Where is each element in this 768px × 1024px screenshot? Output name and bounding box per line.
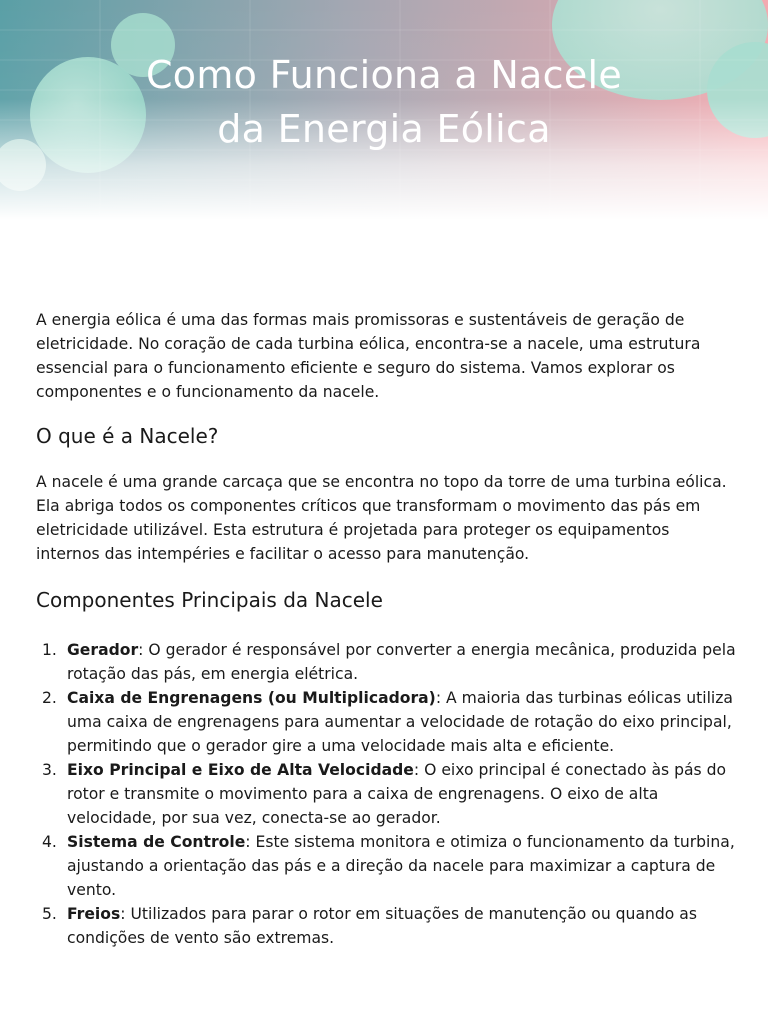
intro-paragraph: A energia eólica é uma das formas mais promissoras e sustentáveis de geração de eletricidade. No coração de cada turbina eólica, encontra-se a nacele, uma estrutura essencial para o funcionamento eficiente e seguro do sistema. Vamos explorar os componentes e o funcionamento da nacele.: [36, 311, 701, 401]
list-item-term: Eixo Principal e Eixo de Alta Velocidade: [67, 761, 414, 779]
list-item-description: : O eixo principal é conectado às pás do rotor e transmite o movimento para a caixa de engrenagens. O eixo de alta velocidade, por sua vez, conecta-se ao gerador.: [67, 761, 727, 827]
section-heading-main-components: Componentes Principais da Nacele: [36, 588, 383, 612]
page-title-line-2: da Energia Eólica: [217, 107, 551, 151]
list-item-number: 1.: [42, 641, 57, 659]
list-item: [36, 686, 736, 758]
list-item: [36, 758, 736, 830]
list-item-number: 2.: [42, 689, 57, 707]
list-item-description: : O gerador é responsável por converter a energia mecânica, produzida pela rotação das pás, em energia elétrica.: [67, 641, 736, 683]
list-item: [36, 830, 736, 902]
list-item: [36, 638, 736, 686]
list-item-description: : A maioria das turbinas eólicas utiliza uma caixa de engrenagens para aumentar a velocidade de rotação do eixo principal, permitindo que o gerador gire a uma velocidade mais alta e eficiente.: [67, 689, 733, 755]
what-is-nacelle-paragraph: A nacele é uma grande carcaça que se encontra no topo da torre de uma turbina eólica. Ela abriga todos os componentes críticos que transformam o movimento das pás em eletricidade utilizável. Esta estrutura é projetada para proteger os equipamentos internos das intempéries e facilitar o acesso para manutenção.: [36, 473, 727, 563]
list-item-number: 5.: [42, 905, 57, 923]
header-banner: [0, 0, 768, 220]
page-title-line-1: Como Funciona a Nacele: [145, 53, 623, 97]
components-list: [36, 638, 736, 950]
list-item-term: Sistema de Controle: [67, 833, 246, 851]
list-item-description: : Este sistema monitora e otimiza o funcionamento da turbina, ajustando a orientação das pás e a direção da nacele para maximizar a captura de vento.: [67, 833, 735, 899]
list-item: [36, 902, 736, 950]
list-item-number: 3.: [42, 761, 57, 779]
section-heading-what-is-nacelle: O que é a Nacele?: [36, 424, 219, 448]
list-item-description: : Utilizados para parar o rotor em situações de manutenção ou quando as condições de vento são extremas.: [67, 905, 697, 947]
list-item-term: Freios: [67, 905, 121, 923]
list-item-term: Caixa de Engrenagens (ou Multiplicadora): [67, 689, 436, 707]
list-item-term: Gerador: [67, 641, 139, 659]
page-title: [0, 48, 768, 156]
main-content: [36, 308, 736, 950]
list-item-number: 4.: [42, 833, 57, 851]
